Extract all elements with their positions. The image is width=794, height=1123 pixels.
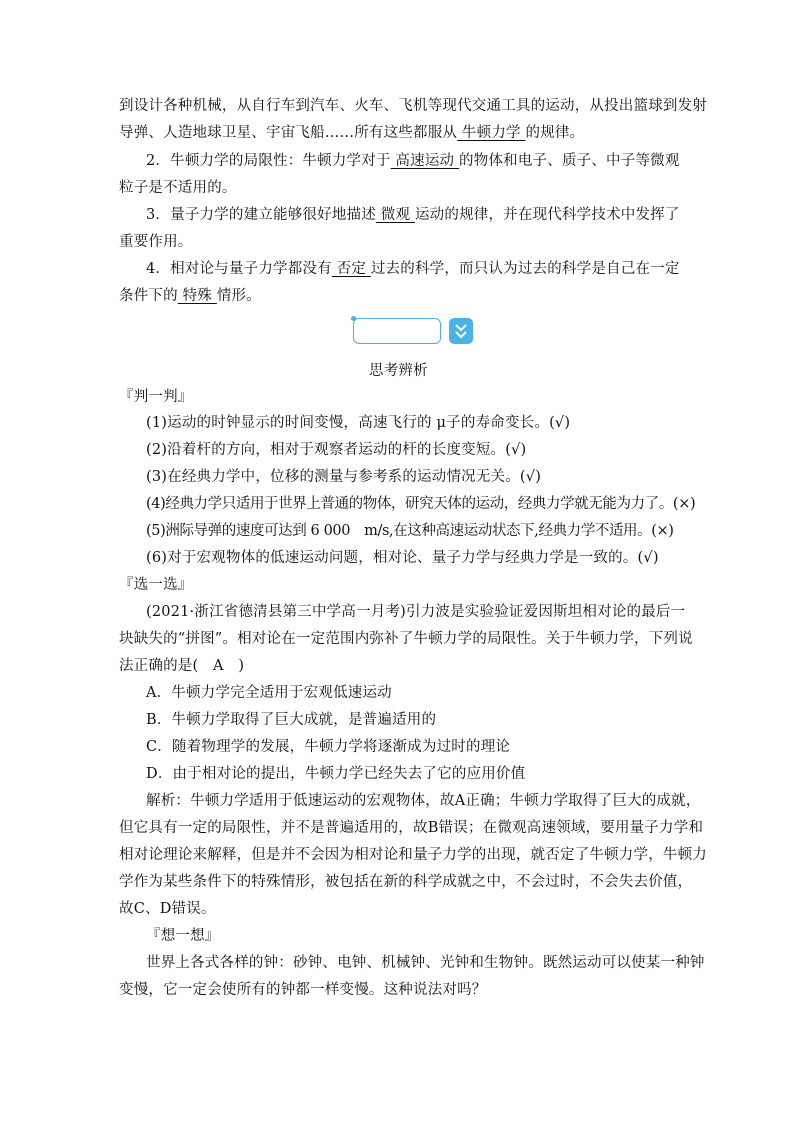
double-chevron-down-icon: [449, 318, 473, 344]
p4-text2-end: 情形。: [216, 288, 261, 304]
answer-blank: 否定: [331, 261, 371, 277]
judge-item: (3)在经典力学中，位移的测量与参考系的运动情况无关。(√): [146, 469, 542, 485]
p1-text-end: 的规律。: [525, 125, 585, 141]
judge-item: (2)沿着杆的方向，相对于观察者运动的杆的长度变短。(√): [146, 442, 527, 458]
p3-text: 3．量子力学的建立能够很好地描述: [146, 207, 376, 223]
badge-dot: [351, 316, 356, 321]
p2-line2: 粒子是不适用的。: [119, 180, 237, 196]
question-line: (2021·浙江省德清县第三中学高一月考)引力波是实验验证爱因斯坦相对论的最后一: [146, 604, 686, 620]
p2-text-end: 的物体和电子、质子、中子等微观: [459, 153, 680, 169]
judge-item: (5)洲际导弹的速度可达到 6 000 m/s,在这种高速运动状态下,经典力学不适用。(×): [146, 523, 674, 539]
option-d: D．由于相对论的提出，牛顿力学已经失去了它的应用价值: [146, 766, 526, 782]
p2-text: 2．牛顿力学的局限性：牛顿力学对于: [146, 153, 391, 169]
answer-blank: 特殊: [177, 288, 217, 304]
answer-blank: 牛顿力学: [457, 125, 526, 141]
judge-item: (1)运动的时钟显示的时间变慢，高速飞行的 μ子的寿命变长。(√): [146, 415, 571, 431]
option-c: C．随着物理学的发展，牛顿力学将逐渐成为过时的理论: [146, 739, 511, 755]
answer-blank: 微观: [375, 207, 415, 223]
think-line: 变慢，它一定会使所有的钟都一样变慢。这种说法对吗？: [119, 982, 487, 998]
judge-heading: 『判一判』: [119, 389, 193, 405]
p2-line1: [146, 151, 680, 171]
p4-line2: [119, 286, 261, 306]
p4-text2: 条件下的: [119, 288, 178, 304]
p1-line1: 到设计各种机械，从自行车到汽车、火车、飞机等现代交通工具的运动，从投出篮球到发射: [119, 98, 707, 114]
analysis-line: 故C、D错误。: [119, 901, 216, 917]
analysis-line: 解析：牛顿力学适用于低速运动的宏观物体，故A正确；牛顿力学取得了巨大的成就，: [146, 793, 701, 809]
badge-frame: [353, 318, 441, 344]
analysis-line: 学作为某些条件下的特殊情形，被包括在新的科学成就之中，不会过时，不会失去价值，: [119, 874, 693, 890]
p3-text-end: 运动的规律，并在现代科学技术中发挥了: [414, 207, 680, 223]
option-b: B．牛顿力学取得了巨大成就，是普遍适用的: [146, 712, 437, 728]
think-line: 世界上各式各样的钟：砂钟、电钟、机械钟、光钟和生物钟。既然运动可以使某一种钟: [146, 955, 705, 971]
question-line: 法正确的是( A ): [119, 658, 245, 674]
p4-text-end: 过去的科学，而只认为过去的科学是自己在一定: [370, 261, 680, 277]
p4-text: 4．相对论与量子力学都没有: [146, 261, 332, 277]
judge-item: (6)对于宏观物体的低速运动问题，相对论、量子力学与经典力学是一致的。(√): [146, 550, 659, 566]
choose-heading: 『选一选』: [119, 577, 193, 593]
p3-line2: 重要作用。: [119, 234, 193, 250]
analysis-line: 但它具有一定的局限性，并不是普遍适用的，故B错误；在微观高速领域，要用量子力学和: [119, 820, 704, 836]
section-title: 思考辨析: [369, 363, 428, 379]
p3-line1: [146, 205, 680, 225]
question-line: 块缺失的“拼图”。相对论在一定范围内弥补了牛顿力学的局限性。关于牛顿力学，下列说: [119, 631, 693, 647]
p1-text: 导弹、人造地球卫星、宇宙飞船……所有这些都服从: [119, 125, 458, 141]
section-badge: [353, 318, 473, 346]
judge-item: (4)经典力学只适用于世界上普通的物体，研究天体的运动，经典力学就无能为力了。(×): [146, 496, 696, 512]
analysis-line: 相对论理论来解释，但是并不会因为相对论和量子力学的出现，就否定了牛顿力学，牛顿力: [119, 847, 707, 863]
p1-line2: [119, 123, 584, 143]
think-heading: 『想一想』: [146, 928, 220, 944]
p4-line1: [146, 259, 680, 279]
answer-blank: 高速运动: [390, 153, 460, 169]
option-a: A．牛顿力学完全适用于宏观低速运动: [146, 685, 392, 701]
